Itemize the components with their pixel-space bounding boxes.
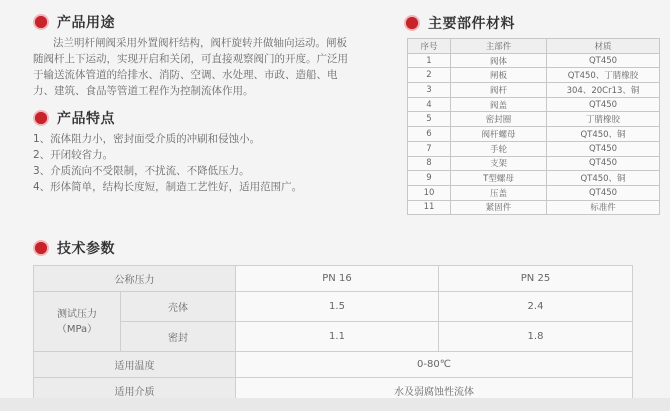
bullet-dot-icon	[35, 112, 47, 124]
cell-part: 阀盖	[451, 97, 547, 112]
medium-value: 水及弱腐蚀性流体	[236, 378, 633, 404]
cell-material: QT450	[547, 185, 660, 200]
table-row	[408, 112, 660, 127]
materials-table	[407, 38, 660, 215]
seal-pn25-value: 1.8	[439, 322, 633, 352]
temp-value: 0-80℃	[236, 352, 633, 378]
features-section-title	[35, 108, 115, 128]
usage-line: 随阀杆上下运动，实现开启和关闭，可直接观察阀门的开度。广泛用	[33, 53, 348, 65]
table-header-row	[408, 39, 660, 54]
feature-item: 2、开闭较省力。	[33, 149, 114, 161]
medium-label: 适用介质	[34, 378, 236, 404]
table-row	[408, 97, 660, 112]
cell-index: 2	[408, 68, 451, 83]
materials-section-title	[406, 13, 515, 33]
cell-index: 11	[408, 200, 451, 215]
seal-pn16-value: 1.1	[236, 322, 439, 352]
tech-section-title	[35, 238, 115, 258]
cell-material: 丁腈橡胶	[547, 112, 660, 127]
table-row	[408, 68, 660, 83]
cell-part: 闸板	[451, 68, 547, 83]
table-row	[408, 83, 660, 98]
cell-material: QT450、铜	[547, 171, 660, 186]
test-pressure-unit: （MPa）	[56, 323, 98, 335]
table-row	[34, 266, 633, 292]
bottom-divider	[0, 398, 670, 411]
feature-item: 1、流体阻力小，密封面受介质的冲刷和侵蚀小。	[33, 133, 261, 145]
tech-params-table	[33, 265, 633, 404]
usage-line: 力、建筑、食品等管道工程作为控制流体作用。	[33, 85, 254, 97]
feature-item: 3、介质流向不受限制，不扰流、不降低压力。	[33, 165, 250, 177]
cell-part: 支架	[451, 156, 547, 171]
table-row	[408, 141, 660, 156]
cell-part: 密封圈	[451, 112, 547, 127]
table-row	[408, 156, 660, 171]
features-list	[33, 131, 302, 195]
cell-material: QT450	[547, 141, 660, 156]
tech-title: 技术参数	[57, 241, 115, 257]
shell-pn25-value: 2.4	[439, 292, 633, 322]
cell-material: 304、20Cr13、铜	[547, 83, 660, 98]
header-part: 主部件	[451, 39, 547, 54]
header-material: 材质	[547, 39, 660, 54]
cell-index: 9	[408, 171, 451, 186]
cell-material: QT450、铜	[547, 127, 660, 142]
cell-part: 手轮	[451, 141, 547, 156]
table-row	[34, 292, 633, 322]
seal-label: 密封	[121, 322, 236, 352]
pn16-header: PN 16	[236, 266, 439, 292]
cell-part: 阀杆	[451, 83, 547, 98]
cell-material: 标准件	[547, 200, 660, 215]
usage-line: 法兰明杆闸阀采用外置阀杆结构，阀杆旋转并做轴向运动。闸板	[53, 37, 347, 49]
cell-index: 7	[408, 141, 451, 156]
shell-pn16-value: 1.5	[236, 292, 439, 322]
bullet-dot-icon	[35, 16, 47, 28]
cell-part: 紧固件	[451, 200, 547, 215]
cell-material: QT450	[547, 156, 660, 171]
bullet-dot-icon	[406, 17, 418, 29]
temp-label: 适用温度	[34, 352, 236, 378]
shell-label: 壳体	[121, 292, 236, 322]
cell-index: 6	[408, 127, 451, 142]
table-row	[408, 185, 660, 200]
materials-title: 主要部件材料	[428, 16, 515, 32]
table-row	[34, 352, 633, 378]
usage-section-title	[35, 12, 115, 32]
nominal-pressure-label: 公称压力	[34, 266, 236, 292]
cell-index: 3	[408, 83, 451, 98]
test-pressure-label: 测试压力	[57, 308, 97, 320]
table-row	[408, 53, 660, 68]
cell-part: 阀体	[451, 53, 547, 68]
cell-part: T型螺母	[451, 171, 547, 186]
pn25-header: PN 25	[439, 266, 633, 292]
usage-paragraph	[33, 35, 378, 99]
header-index: 序号	[408, 39, 451, 54]
cell-material: QT450	[547, 97, 660, 112]
cell-index: 1	[408, 53, 451, 68]
feature-item: 4、形体简单，结构长度短，制造工艺性好，适用范围广。	[33, 181, 303, 193]
cell-index: 4	[408, 97, 451, 112]
cell-index: 8	[408, 156, 451, 171]
cell-index: 5	[408, 112, 451, 127]
cell-material: QT450、丁腈橡胶	[547, 68, 660, 83]
table-row	[408, 127, 660, 142]
test-pressure-label-cell	[34, 292, 121, 352]
table-row	[34, 322, 633, 352]
usage-line: 于输送流体管道的给排水、消防、空调、水处理、市政、造船、电	[33, 69, 338, 81]
table-row	[408, 171, 660, 186]
usage-title: 产品用途	[57, 15, 115, 31]
features-title: 产品特点	[57, 111, 115, 127]
cell-material: QT450	[547, 53, 660, 68]
bullet-dot-icon	[35, 242, 47, 254]
cell-part: 阀杆螺母	[451, 127, 547, 142]
table-row	[408, 200, 660, 215]
cell-part: 压盖	[451, 185, 547, 200]
cell-index: 10	[408, 185, 451, 200]
